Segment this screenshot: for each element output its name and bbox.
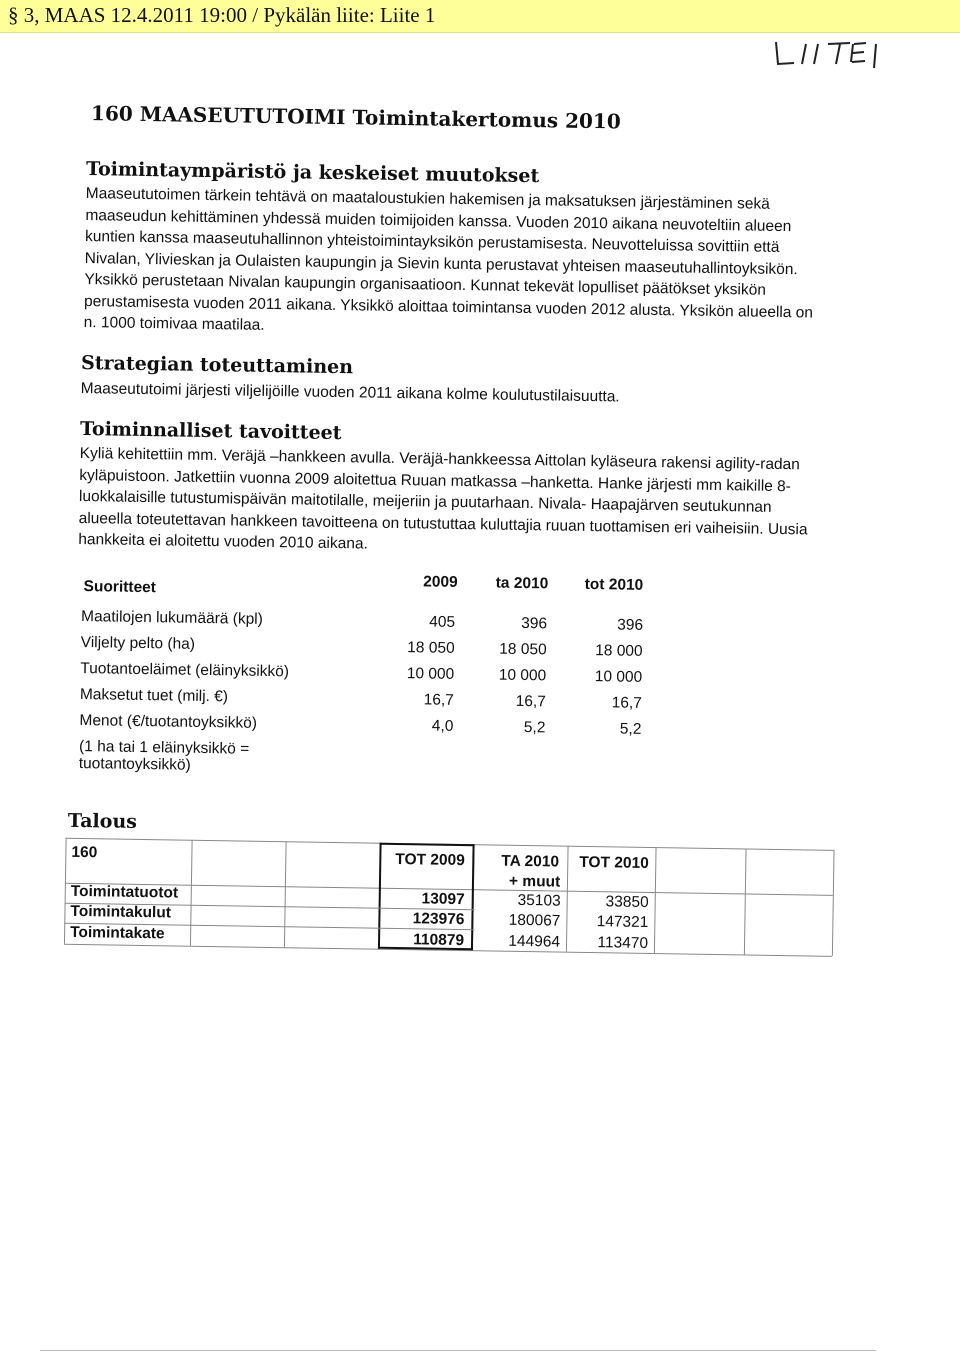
suoritteet-header-label: Suoritteet [83, 578, 157, 597]
suoritteet-row-value: 10 000 [594, 668, 643, 686]
suoritteet-row-value: 18 050 [499, 640, 547, 659]
suoritteet-row-value: 18 000 [595, 642, 643, 660]
talous-row-value: 147321 [596, 913, 649, 931]
suoritteet-row-value: 5,2 [619, 720, 642, 738]
talous-row-value: 144964 [508, 932, 561, 951]
suoritteet-col-ta2010: ta 2010 [495, 574, 549, 593]
talous-gridline [654, 847, 657, 953]
talous-row-label: Toimintatuotot [70, 882, 179, 902]
talous-row-value: 110879 [413, 931, 465, 950]
talous-bold-border [471, 844, 475, 950]
talous-col-ta2010: TA 2010 [501, 852, 560, 871]
talous-code: 160 [71, 843, 98, 862]
talous-bold-border [380, 843, 475, 846]
talous-bold-border [378, 843, 382, 949]
suoritteet-row-value: 16,7 [515, 692, 546, 711]
heading-environment: Toimintaympäristö ja keskeiset muutokset [85, 158, 540, 188]
talous-gridline [566, 846, 569, 952]
talous-col-tot2009: TOT 2009 [395, 850, 465, 870]
suoritteet-note-line1: (1 ha tai 1 eläinyksikkö = [78, 738, 250, 758]
talous-row-value: 123976 [412, 910, 465, 929]
heading-talous: Talous [67, 809, 138, 833]
talous-col-muut: + muut [508, 872, 561, 891]
paragraph-environment: Maaseututoimen tärkein tehtävä on maataloustukien hakemisen ja maksatuksen järjestäminen sekä maaseudun kehittäminen yhdessä muiden toimijoiden kanssa. Vuoden 2010 aikana neuvoteltiin alueen kuntien kanssa maaseutuhallinnon yhteistoimintayksikön perustamisesta. Neuvotteluissa sovittiin että Nivalan, Ylivieskan ja Oulaisten kaupungin ja Sievin kunta perustavat yhteisen maaseutuhallintoyksikön. Yksikkö perustetaan Nivalan kaupungin organisaatioon. Kunnat tekevät lopulliset päätökset yksikön perustamisesta vuoden 2011 aikana. Yksikkö aloittaa toimintansa vuoden 2012 alusta. Yksikön alueella on n. 1000 toimivaa maatilaa. [83, 185, 814, 334]
suoritteet-row-value: 16,7 [611, 694, 642, 712]
talous-row-value: 113470 [597, 934, 649, 952]
suoritteet-row-value: 4,0 [431, 717, 454, 735]
talous-col-tot2010: TOT 2010 [579, 853, 649, 872]
talous-gridline [832, 850, 835, 956]
talous-row-value: 33850 [605, 893, 649, 911]
suoritteet-row-value: 5,2 [523, 718, 546, 737]
suoritteet-col-2009: 2009 [423, 573, 458, 591]
banner-text: § 3, MAAS 12.4.2011 19:00 / Pykälän liite: Liite 1 [8, 3, 436, 27]
talous-gridline [190, 840, 193, 946]
suoritteet-row-label: Viljelty pelto (ha) [80, 634, 196, 653]
suoritteet-row-value: 405 [429, 613, 456, 631]
suoritteet-row-label: Menot (€/tuotantoyksikkö) [79, 712, 258, 732]
suoritteet-row-value: 18 050 [407, 639, 455, 657]
talous-row-value: 35103 [517, 891, 561, 910]
talous-gridline [64, 838, 67, 944]
document-title: 160 MAASEUTUTOIMI Toimintakertomus 2010 [90, 101, 621, 134]
talous-row-value: 180067 [508, 911, 561, 930]
talous-gridline [284, 841, 287, 947]
talous-row-label: Toimintakate [70, 923, 165, 943]
suoritteet-note-line2: tuotantoyksikkö) [78, 755, 191, 774]
suoritteet-row-value: 396 [521, 614, 548, 633]
talous-gridline [744, 848, 747, 954]
page-bottom-rule [40, 1350, 876, 1351]
paragraph-goals: Kyliä kehitettiin mm. Veräjä –hankkeen avulla. Veräjä-hankkeessa Aittolan kyläseura rakensi agility-radan kyläpuistoon. Jatkettiin vuonna 2009 aloitettua Ruuan matkassa –hanketta. Hanke järjesti mm kaikille 8-luokkalaisille tutustumispäivän maitotilalle, meijeriin ja puutarhaan. Nivala- Haapajärven seutukunnan alueella toteutettavan hankkeen tavoitteena on tutustuttaa kuluttajia ruuan tuottamisen eri vaiheisiin. Uusia hankkeita ei aloitettu vuoden 2010 aikana. [78, 444, 808, 553]
suoritteet-row-value: 396 [617, 616, 644, 634]
talous-row-value: 13097 [421, 890, 465, 909]
heading-goals: Toiminnalliset tavoitteet [79, 417, 342, 445]
suoritteet-row-label: Maksetut tuet (milj. €) [79, 686, 229, 706]
suoritteet-row-value: 16,7 [423, 691, 454, 709]
suoritteet-row-label: Tuotantoeläimet (eläinyksikkö) [80, 660, 290, 681]
heading-strategy: Strategian toteuttaminen [80, 351, 354, 379]
suoritteet-row-value: 10 000 [498, 666, 547, 685]
suoritteet-row-value: 10 000 [406, 665, 455, 683]
paragraph-strategy: Maaseututoimi järjesti viljelijöille vuoden 2011 aikana kolme koulutustilaisuutta. [80, 379, 620, 406]
suoritteet-col-tot2010: tot 2010 [584, 575, 644, 594]
suoritteet-row-label: Maatilojen lukumäärä (kpl) [80, 608, 264, 628]
talous-row-label: Toimintakulut [70, 902, 172, 922]
